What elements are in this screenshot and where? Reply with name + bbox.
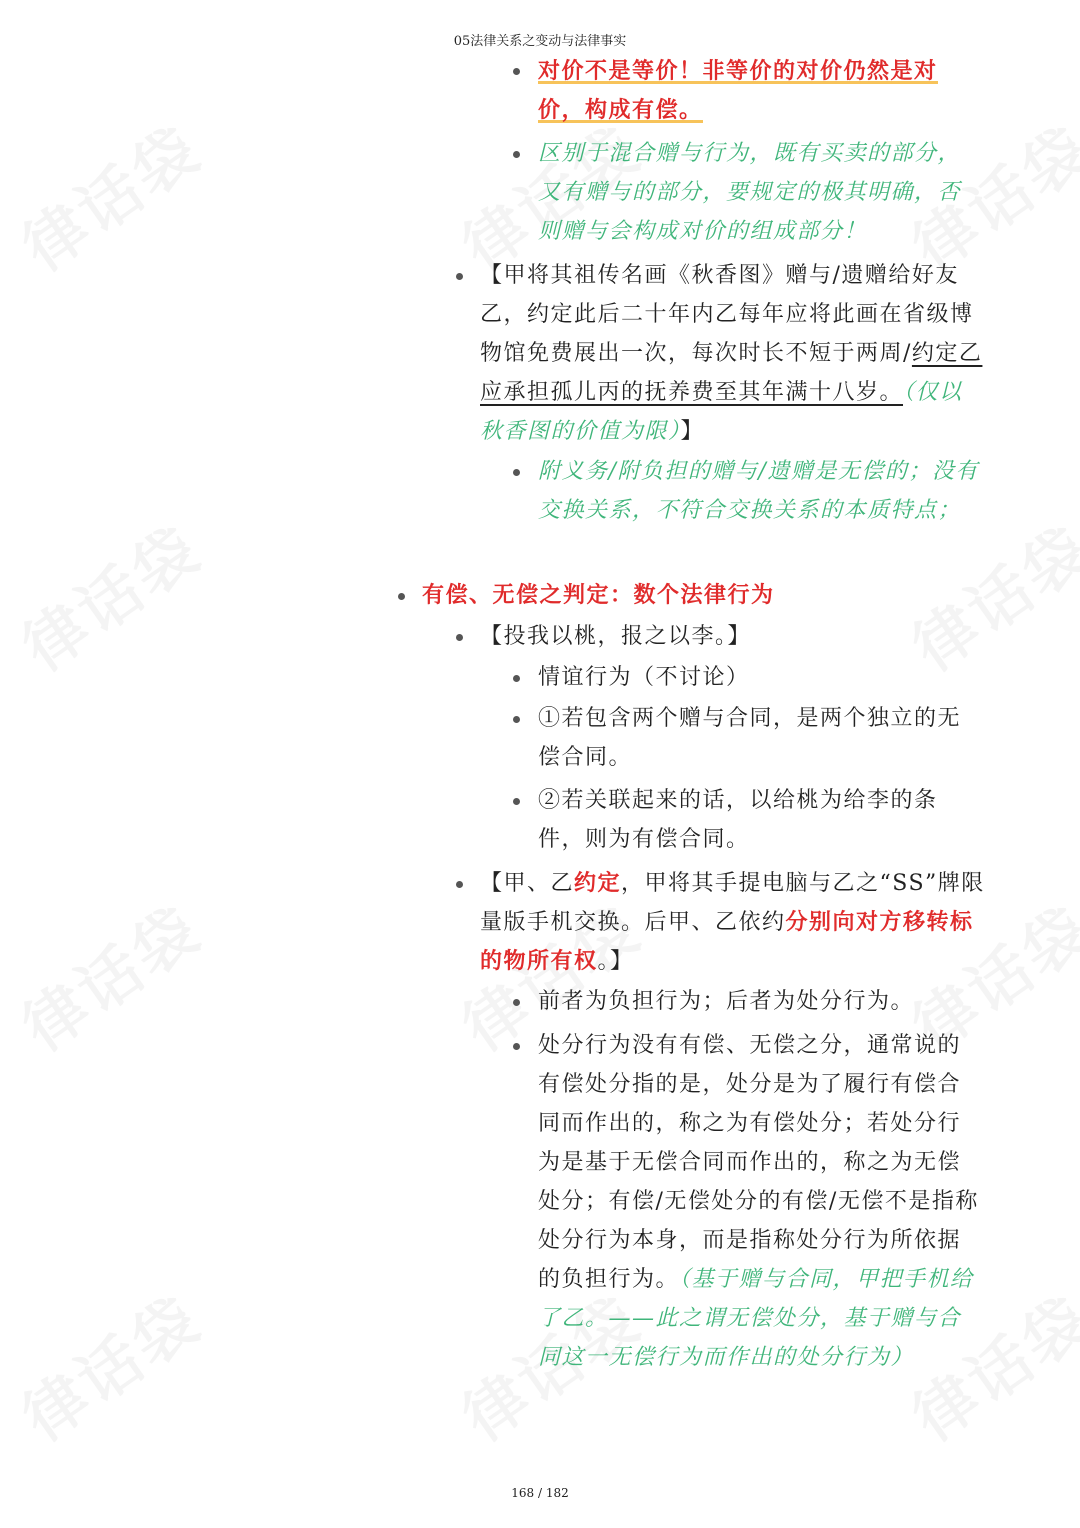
bullet-icon [513,151,520,158]
item-text: 处分行为没有有偿、无偿之分，通常说的有偿处分指的是，处分是为了履行有偿合同而作出的，称之为有偿处分；若处分行为是基于无偿合同而作出的，称之为无偿处分；有偿/无偿处分的有偿/无偿不是指称处分行为本身，而是指称处分行为所依据的负担行为。 [538,1033,979,1292]
note-text: （基于赠与合同，甲把手机给了乙。——此之谓无偿处分，基于赠与合同这一无偿行为而作出的处分行为） [538,1267,974,1370]
bullet-icon [398,593,405,600]
case-text: 【甲将其祖传名画《秋香图》赠与/遗赠给好友乙，约定此后二十年内乙每年应将此画在省级博物馆免费展出一次，每次时长不短于两周/ [480,263,974,366]
bullet-icon [513,798,520,805]
list-item [538,452,983,530]
section-heading [422,576,982,615]
heading-text: 有偿、无偿之判定：数个法律行为 [422,582,775,608]
page-number: 168 / 182 [511,1486,569,1500]
item-text: 情谊行为（不讨论） [538,665,750,690]
bracket-text: 】 [680,419,705,444]
list-item [538,982,983,1021]
note-text: 区别于混合赠与行为，既有买卖的部分，又有赠与的部分，要规定的极其明确，否则赠与会构成对价的组成部分！ [538,141,962,244]
note-text: （仅以秋香图的价值为限） [480,380,963,444]
watermark-text [2,501,215,687]
bullet-icon [456,634,463,641]
note-text: 附义务/附负担的赠与/遗赠是无偿的；没有交换关系，不符合交换关系的本质特点； [538,459,979,523]
list-item [480,617,985,656]
case-text: 【甲、乙 [480,871,575,896]
emphasis-text: 约定 [574,870,622,896]
bullet-icon [513,1043,520,1050]
watermark-text [2,101,215,287]
underlined-text: 约定乙应承担孤儿丙的抚养费至其年满十八岁。 [480,341,983,405]
bullet-icon [513,716,520,723]
list-item [538,52,983,130]
item-text: ②若关联起来的话，以给桃为给李的条件，则为有偿合同。 [538,788,938,852]
list-item [480,256,985,451]
bullet-icon [513,999,520,1006]
list-item [538,1026,983,1377]
list-item [480,864,985,981]
page-header: 05法律关系之变动与法律事实 [453,34,627,49]
bullet-icon [456,881,463,888]
bullet-icon [513,68,520,75]
bullet-icon [456,273,463,280]
list-item [538,781,983,859]
item-text: ①若包含两个赠与合同，是两个独立的无偿合同。 [538,706,962,770]
emphasis-text: 分别向对方移转标的物所有权 [480,909,974,974]
watermark-text [2,881,215,1067]
bullet-icon [513,675,520,682]
list-item [538,658,983,697]
bullet-icon [513,469,520,476]
case-text: 【投我以桃，报之以李。】 [480,624,752,649]
case-text: 。】 [597,949,634,974]
list-item [538,699,983,777]
list-item [538,134,983,251]
watermark-text [2,1271,215,1457]
item-text: 前者为负担行为；后者为处分行为。 [538,989,915,1014]
case-text: ，甲将其手提电脑与乙之“SS”牌限量版手机交换。后甲、乙依约 [480,871,985,935]
emphasis-text: 对价不是等价！非等价的对价仍然是对价，构成有偿。 [538,58,938,123]
